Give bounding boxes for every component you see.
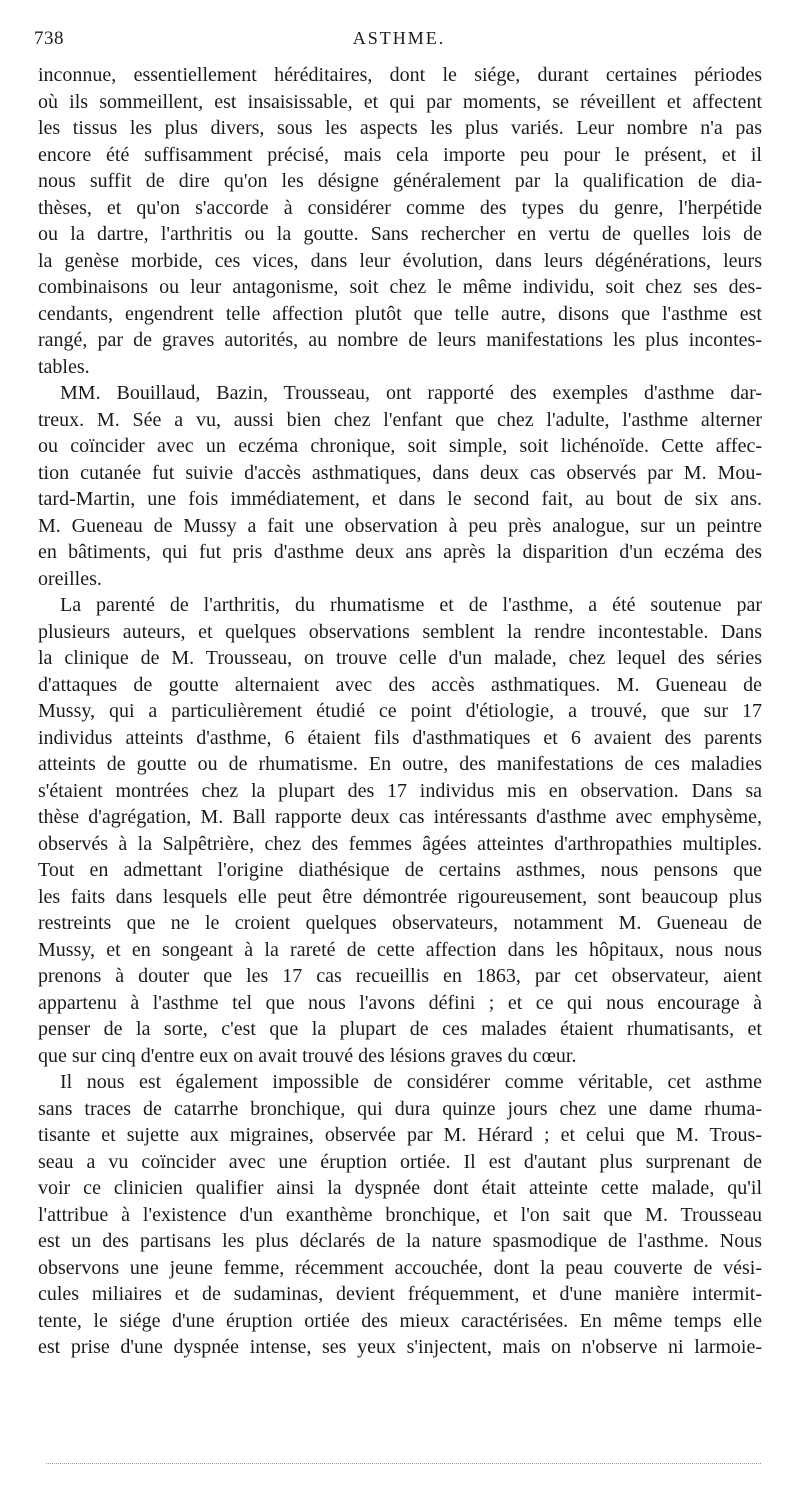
- page-header: [34, 28, 764, 54]
- text-line: sans traces de catarrhe bronchique, qui dura quinze jours chez une dame rhuma-: [38, 1097, 762, 1120]
- page-number: 738: [34, 28, 64, 49]
- text-line: est prise d'une dyspnée intense, ses yeux s'injectent, mais on n'observe ni larmoie-: [38, 1336, 762, 1358]
- text-line: d'attaques de goutte alternaient avec des accès asthmatiques. M. Gueneau de: [38, 673, 762, 696]
- text-line: les tissus les plus divers, sous les aspects les plus variés. Leur nombre n'a pas: [38, 117, 762, 139]
- text-line: individus atteints d'asthme, 6 étaient fils d'asthmatiques et 6 avaient des parents: [38, 726, 762, 749]
- running-head: ASTHME.: [352, 28, 446, 48]
- text-line: thèses, et qu'on s'accorde à considérer comme des types du genre, l'herpétide: [38, 196, 762, 219]
- text-line: tente, le siége d'une éruption ortiée des mieux caractérisées. En même temps elle: [38, 1309, 762, 1332]
- text-line: encore été suffisamment précisé, mais cela importe peu pour le présent, et il: [38, 143, 762, 166]
- text-line: où ils sommeillent, est insaisissable, et qui par moments, se réveillent et affectent: [38, 90, 762, 113]
- text-line: penser de la sorte, c'est que la plupart de ces malades étaient rhumatisants, et: [38, 1018, 762, 1040]
- text-line: thèse d'agrégation, M. Ball rapporte deux cas intéressants d'asthme avec emphysème,: [38, 806, 762, 828]
- text-line: atteints de goutte ou de rhumatisme. En outre, des manifestations de ces maladies: [38, 753, 762, 775]
- text-line: plusieurs auteurs, et quelques observations semblent la rendre incontestable. Dans: [38, 620, 762, 643]
- text-line: ou coïncider avec un eczéma chronique, soit simple, soit lichénoïde. Cette affec-: [38, 435, 762, 457]
- text-line: observés à la Salpêtrière, chez des femmes âgées atteintes d'arthropathies multiples.: [38, 832, 762, 855]
- paragraph-start: La parenté de l'arthritis, du rhumatisme et de l'asthme, a été soutenue par: [60, 594, 762, 616]
- text-line: Tout en admettant l'origine diathésique de certains asthmes, nous pensons que: [38, 859, 762, 881]
- body-text: [38, 62, 762, 1361]
- text-line: s'étaient montrées chez la plupart des 17 individus mis en observation. Dans sa: [38, 779, 762, 802]
- text-line: oreilles.: [38, 567, 102, 590]
- text-line: prenons à douter que les 17 cas recueillis en 1863, par cet observateur, aient: [38, 965, 762, 987]
- text-line: combinaisons ou leur antagonisme, soit chez le même individu, soit chez ses des-: [38, 276, 762, 298]
- text-line: Mussy, et en songeant à la rareté de cette affection dans les hôpitaux, nous nous: [38, 938, 762, 961]
- footer-divider: [46, 1463, 761, 1464]
- text-line: M. Gueneau de Mussy a fait une observation à peu près analogue, sur un peintre: [38, 514, 762, 537]
- text-line: les faits dans lesquels elle peut être démontrée rigoureusement, sont beaucoup plus: [38, 885, 762, 908]
- text-line: nous suffit de dire qu'on les désigne généralement par la qualification de dia-: [38, 170, 762, 192]
- text-line: que sur cinq d'entre eux on avait trouvé des lésions graves du cœur.: [38, 1044, 577, 1067]
- text-line: est un des partisans les plus déclarés de la nature spasmodique de l'asthme. Nous: [38, 1230, 762, 1252]
- text-line: voir ce clinicien qualifier ainsi la dyspnée dont était atteinte cette malade, qu'il: [38, 1177, 762, 1199]
- text-line: rangé, par de graves autorités, au nombre de leurs manifestations les plus incontes-: [38, 329, 762, 351]
- text-line: restreints que ne le croient quelques observateurs, notamment M. Gueneau de: [38, 912, 762, 934]
- text-line: tion cutanée fut suivie d'accès asthmatiques, dans deux cas observés par M. Mou-: [38, 461, 762, 484]
- text-line: appartenu à l'asthme tel que nous l'avons défini ; et ce qui nous encourage à: [38, 991, 762, 1014]
- paragraph-start: Il nous est également impossible de considérer comme véritable, cet asthme: [60, 1071, 762, 1093]
- paragraph-start: MM. Bouillaud, Bazin, Trousseau, ont rapporté des exemples d'asthme dar-: [60, 382, 762, 404]
- text-line: la clinique de M. Trousseau, on trouve celle d'un malade, chez lequel des séries: [38, 647, 762, 669]
- text-line: treux. M. Sée a vu, aussi bien chez l'enfant que chez l'adulte, l'asthme alterner: [38, 408, 762, 431]
- text-line: ou la dartre, l'arthritis ou la goutte. Sans rechercher en vertu de quelles lois de: [38, 223, 762, 245]
- text-line: seau a vu coïncider avec une éruption ortiée. Il est d'autant plus surprenant de: [38, 1150, 762, 1173]
- text-line: tables.: [38, 355, 90, 378]
- text-line: observons une jeune femme, récemment accouchée, dont la peau couverte de vési-: [38, 1256, 762, 1279]
- text-line: la genèse morbide, ces vices, dans leur évolution, dans leurs dégénérations, leurs: [38, 249, 762, 272]
- text-line: l'attribue à l'existence d'un exanthème bronchique, et l'on sait que M. Trousseau: [38, 1203, 762, 1226]
- text-line: cendants, engendrent telle affection plutôt que telle autre, disons que l'asthme est: [38, 302, 762, 325]
- text-line: Mussy, qui a particulièrement étudié ce point d'étiologie, a trouvé, que sur 17: [38, 700, 762, 722]
- text-line: tard-Martin, une fois immédiatement, et dans le second fait, au bout de six ans.: [38, 488, 762, 510]
- text-line: tisante et sujette aux migraines, observée par M. Hérard ; et celui que M. Trous-: [38, 1124, 762, 1146]
- text-line: cules miliaires et de sudaminas, devient fréquemment, et d'une manière intermit-: [38, 1283, 762, 1305]
- text-line: en bâtiments, qui fut pris d'asthme deux ans après la disparition d'un eczéma des: [38, 541, 762, 563]
- text-line: inconnue, essentiellement héréditaires, dont le siége, durant certaines périodes: [38, 64, 762, 86]
